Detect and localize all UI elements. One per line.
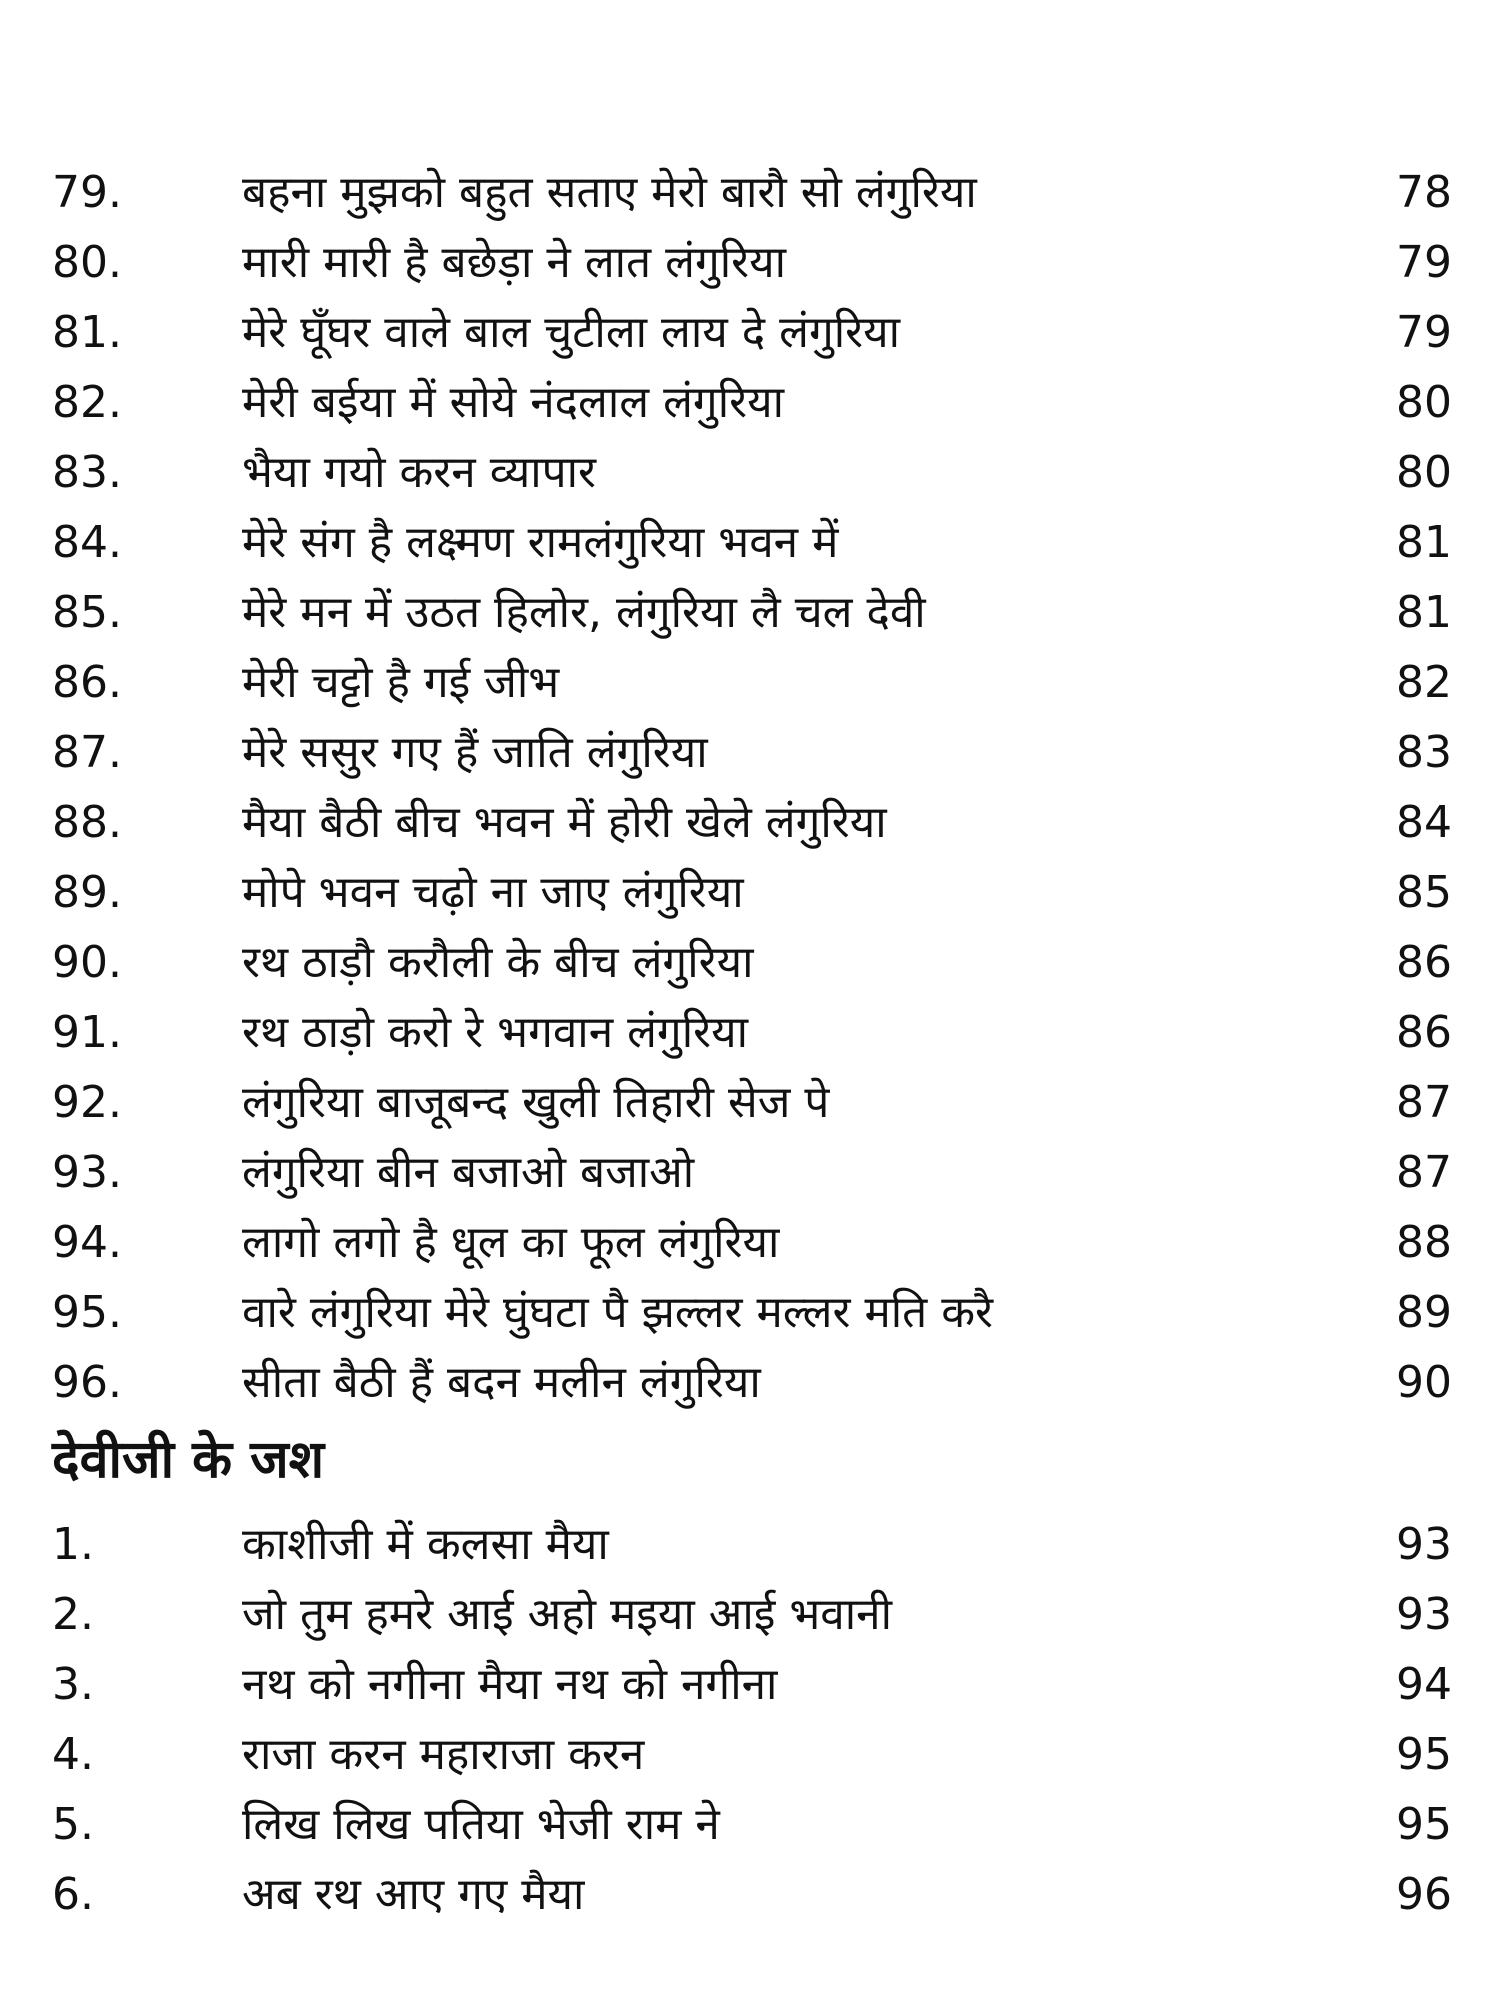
toc-entry: [52, 1580, 1452, 1650]
entry-title: मेरी बईया में सोये नंदलाल लंगुरिया: [242, 377, 785, 428]
entry-page-number: 80: [1396, 377, 1452, 428]
toc-entry: [52, 648, 1452, 718]
entry-page-number: 81: [1396, 587, 1452, 638]
entry-number: 92.: [52, 1077, 122, 1128]
entry-title: लंगुरिया बीन बजाओ बजाओ: [242, 1147, 695, 1198]
entry-number: 88.: [52, 797, 122, 848]
entry-page-number: 86: [1396, 1007, 1452, 1058]
entry-title: बहना मुझको बहुत सताए मेरो बारौ सो लंगुरिया: [242, 167, 977, 218]
entry-title: मोपे भवन चढ़ो ना जाए लंगुरिया: [242, 867, 744, 918]
entry-number: 82.: [52, 377, 122, 428]
toc-entry: [52, 1138, 1452, 1208]
entry-title: रथ ठाड़ो करो रे भगवान लंगुरिया: [242, 1007, 749, 1058]
entry-page-number: 82: [1396, 657, 1452, 708]
entry-title: लंगुरिया बाजूबन्द खुली तिहारी सेज पे: [242, 1077, 830, 1128]
entry-page-number: 95: [1396, 1799, 1452, 1850]
entry-title: नथ को नगीना मैया नथ को नगीना: [242, 1659, 778, 1710]
entry-number: 2.: [52, 1589, 94, 1640]
entry-page-number: 87: [1396, 1147, 1452, 1198]
entry-page-number: 85: [1396, 867, 1452, 918]
toc-entry: [52, 718, 1452, 788]
toc-entry: [52, 1650, 1452, 1720]
entry-page-number: 79: [1396, 237, 1452, 288]
toc-entry: [52, 298, 1452, 368]
toc-entry: [52, 1860, 1452, 1930]
entry-page-number: 90: [1396, 1357, 1452, 1408]
entry-page-number: 79: [1396, 307, 1452, 358]
entry-title: मेरे ससुर गए हैं जाति लंगुरिया: [242, 727, 708, 778]
entry-number: 96.: [52, 1357, 122, 1408]
entry-number: 79.: [52, 167, 122, 218]
entry-number: 90.: [52, 937, 122, 988]
toc-entry: [52, 228, 1452, 298]
toc-list-deviji-ke-jash: [52, 1510, 1452, 1930]
entry-page-number: 87: [1396, 1077, 1452, 1128]
entry-title: मैया बैठी बीच भवन में होरी खेले लंगुरिया: [242, 797, 887, 848]
entry-page-number: 89: [1396, 1287, 1452, 1338]
entry-title: मेरे मन में उठत हिलोर, लंगुरिया लै चल देवी: [242, 587, 926, 638]
entry-page-number: 93: [1396, 1519, 1452, 1570]
entry-title: मेरी चट्टो है गई जीभ: [242, 657, 560, 708]
toc-entry: [52, 1348, 1452, 1418]
toc-entry: [52, 928, 1452, 998]
entry-page-number: 80: [1396, 447, 1452, 498]
entry-number: 85.: [52, 587, 122, 638]
entry-page-number: 95: [1396, 1729, 1452, 1780]
toc-entry: [52, 158, 1452, 228]
entry-number: 86.: [52, 657, 122, 708]
toc-entry: [52, 858, 1452, 928]
entry-number: 1.: [52, 1519, 94, 1570]
toc-entry: [52, 998, 1452, 1068]
entry-number: 87.: [52, 727, 122, 778]
entry-title: वारे लंगुरिया मेरे घुंघटा पै झल्लर मल्लर मति करै: [242, 1287, 994, 1338]
entry-number: 94.: [52, 1217, 122, 1268]
section-heading: देवीजी के जश: [52, 1430, 325, 1490]
entry-title: जो तुम हमरे आई अहो मइया आई भवानी: [242, 1589, 892, 1640]
toc-entry: [52, 578, 1452, 648]
entry-page-number: 94: [1396, 1659, 1452, 1710]
entry-number: 91.: [52, 1007, 122, 1058]
toc-entry: [52, 1208, 1452, 1278]
entry-number: 5.: [52, 1799, 94, 1850]
entry-title: काशीजी में कलसा मैया: [242, 1519, 609, 1570]
entry-page-number: 78: [1396, 167, 1452, 218]
entry-title: लागो लगो है धूल का फूल लंगुरिया: [242, 1217, 780, 1268]
entry-number: 6.: [52, 1869, 94, 1920]
entry-page-number: 83: [1396, 727, 1452, 778]
toc-entry: [52, 438, 1452, 508]
entry-page-number: 96: [1396, 1869, 1452, 1920]
toc-entry: [52, 368, 1452, 438]
entry-page-number: 84: [1396, 797, 1452, 848]
toc-entry: [52, 788, 1452, 858]
entry-number: 3.: [52, 1659, 94, 1710]
entry-title: अब रथ आए गए मैया: [242, 1869, 585, 1920]
entry-number: 84.: [52, 517, 122, 568]
entry-title: रथ ठाड़ौ करौली के बीच लंगुरिया: [242, 937, 754, 988]
entry-number: 89.: [52, 867, 122, 918]
entry-number: 95.: [52, 1287, 122, 1338]
entry-number: 93.: [52, 1147, 122, 1198]
entry-number: 83.: [52, 447, 122, 498]
entry-number: 4.: [52, 1729, 94, 1780]
toc-entry: [52, 508, 1452, 578]
entry-title: मारी मारी है बछेड़ा ने लात लंगुरिया: [242, 237, 787, 288]
toc-entry: [52, 1510, 1452, 1580]
entry-title: मेरे घूँघर वाले बाल चुटीला लाय दे लंगुरिया: [242, 307, 901, 358]
entry-title: लिख लिख पतिया भेजी राम ने: [242, 1799, 720, 1850]
entry-number: 81.: [52, 307, 122, 358]
entry-title: राजा करन महाराजा करन: [242, 1729, 645, 1780]
toc-list-languriya: [52, 158, 1452, 1418]
entry-page-number: 81: [1396, 517, 1452, 568]
entry-page-number: 86: [1396, 937, 1452, 988]
entry-title: मेरे संग है लक्ष्मण रामलंगुरिया भवन में: [242, 517, 839, 568]
entry-number: 80.: [52, 237, 122, 288]
toc-entry: [52, 1278, 1452, 1348]
entry-page-number: 88: [1396, 1217, 1452, 1268]
entry-title: भैया गयो करन व्यापार: [242, 447, 597, 498]
toc-entry: [52, 1720, 1452, 1790]
entry-title: सीता बैठी हैं बदन मलीन लंगुरिया: [242, 1357, 761, 1408]
toc-entry: [52, 1790, 1452, 1860]
toc-entry: [52, 1068, 1452, 1138]
entry-page-number: 93: [1396, 1589, 1452, 1640]
